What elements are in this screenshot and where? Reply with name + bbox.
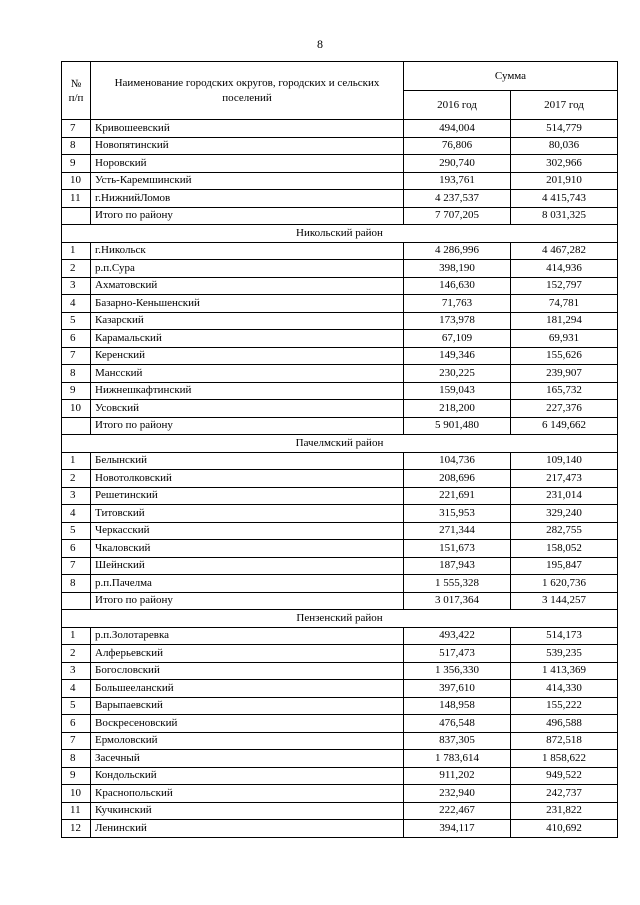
section-row — [62, 225, 618, 243]
row-number: 3 — [62, 662, 91, 680]
table-row — [62, 785, 618, 803]
settlement-name: Итого по району — [91, 207, 404, 225]
value-2017: 496,588 — [511, 715, 618, 733]
row-number: 6 — [62, 715, 91, 733]
table-row — [62, 330, 618, 348]
table-row — [62, 820, 618, 838]
value-2017: 155,222 — [511, 697, 618, 715]
settlement-name: Черкасский — [91, 522, 404, 540]
settlement-name: Титовский — [91, 505, 404, 523]
value-2016: 67,109 — [404, 330, 511, 348]
value-2017: 1 858,622 — [511, 750, 618, 768]
table-row — [62, 260, 618, 278]
table-row — [62, 505, 618, 523]
row-number: 10 — [62, 785, 91, 803]
value-2016: 76,806 — [404, 137, 511, 155]
value-2017: 155,626 — [511, 347, 618, 365]
table-row — [62, 540, 618, 558]
value-2016: 146,630 — [404, 277, 511, 295]
table-header-row — [62, 62, 618, 91]
row-number — [62, 417, 91, 435]
value-2017: 109,140 — [511, 452, 618, 470]
header-sum: Сумма — [404, 62, 618, 91]
row-number: 10 — [62, 400, 91, 418]
row-number: 5 — [62, 697, 91, 715]
row-number: 6 — [62, 330, 91, 348]
value-2016: 4 237,537 — [404, 190, 511, 208]
value-2017: 201,910 — [511, 172, 618, 190]
row-number: 8 — [62, 137, 91, 155]
value-2017: 6 149,662 — [511, 417, 618, 435]
value-2017: 1 620,736 — [511, 575, 618, 593]
value-2017: 329,240 — [511, 505, 618, 523]
value-2016: 1 356,330 — [404, 662, 511, 680]
value-2017: 3 144,257 — [511, 592, 618, 610]
settlement-name: р.п.Золотаревка — [91, 627, 404, 645]
settlement-name: Итого по району — [91, 592, 404, 610]
row-number: 11 — [62, 190, 91, 208]
table-row — [62, 400, 618, 418]
table-row — [62, 487, 618, 505]
value-2016: 394,117 — [404, 820, 511, 838]
value-2016: 3 017,364 — [404, 592, 511, 610]
value-2016: 221,691 — [404, 487, 511, 505]
value-2016: 911,202 — [404, 767, 511, 785]
settlement-name: Керенский — [91, 347, 404, 365]
settlement-name: Кондольский — [91, 767, 404, 785]
settlement-name: Ахматовский — [91, 277, 404, 295]
value-2016: 476,548 — [404, 715, 511, 733]
settlement-name: Богословский — [91, 662, 404, 680]
settlement-name: Засечный — [91, 750, 404, 768]
settlement-name: Новопятинский — [91, 137, 404, 155]
total-row — [62, 417, 618, 435]
value-2017: 74,781 — [511, 295, 618, 313]
value-2017: 414,936 — [511, 260, 618, 278]
value-2017: 8 031,325 — [511, 207, 618, 225]
table-body — [62, 120, 618, 838]
table-row — [62, 522, 618, 540]
value-2016: 232,940 — [404, 785, 511, 803]
row-number: 5 — [62, 312, 91, 330]
table-row — [62, 767, 618, 785]
value-2017: 239,907 — [511, 365, 618, 383]
value-2017: 410,692 — [511, 820, 618, 838]
value-2016: 149,346 — [404, 347, 511, 365]
row-number: 2 — [62, 470, 91, 488]
section-title: Пензенский район — [62, 610, 618, 628]
table-row — [62, 645, 618, 663]
settlement-name: Кривошеевский — [91, 120, 404, 138]
value-2017: 282,755 — [511, 522, 618, 540]
section-title: Пачелмский район — [62, 435, 618, 453]
settlement-name: Ермоловский — [91, 732, 404, 750]
settlement-name: Карамальский — [91, 330, 404, 348]
value-2016: 222,467 — [404, 802, 511, 820]
table-row — [62, 365, 618, 383]
header-name: Наименование городских округов, городских и сельских поселений — [91, 62, 404, 120]
value-2016: 1 783,614 — [404, 750, 511, 768]
table-row — [62, 557, 618, 575]
value-2016: 151,673 — [404, 540, 511, 558]
table-row — [62, 295, 618, 313]
table-row — [62, 242, 618, 260]
row-number: 6 — [62, 540, 91, 558]
value-2016: 315,953 — [404, 505, 511, 523]
table-row — [62, 715, 618, 733]
settlement-name: г.НижнийЛомов — [91, 190, 404, 208]
value-2017: 949,522 — [511, 767, 618, 785]
value-2016: 1 555,328 — [404, 575, 511, 593]
value-2017: 514,173 — [511, 627, 618, 645]
header-num-label-1: № — [70, 77, 82, 90]
section-row — [62, 610, 618, 628]
header-year-2016: 2016 год — [404, 91, 511, 120]
value-2016: 4 286,996 — [404, 242, 511, 260]
value-2016: 187,943 — [404, 557, 511, 575]
table-row — [62, 312, 618, 330]
table-row — [62, 802, 618, 820]
table-row — [62, 732, 618, 750]
row-number: 10 — [62, 172, 91, 190]
value-2017: 872,518 — [511, 732, 618, 750]
table-row — [62, 120, 618, 138]
value-2016: 5 901,480 — [404, 417, 511, 435]
row-number — [62, 592, 91, 610]
row-number: 7 — [62, 347, 91, 365]
section-row — [62, 435, 618, 453]
row-number: 5 — [62, 522, 91, 540]
settlement-name: р.п.Пачелма — [91, 575, 404, 593]
value-2016: 837,305 — [404, 732, 511, 750]
row-number: 8 — [62, 750, 91, 768]
row-number: 8 — [62, 365, 91, 383]
settlement-name: Решетинский — [91, 487, 404, 505]
settlement-name: Краснопольский — [91, 785, 404, 803]
row-number: 1 — [62, 627, 91, 645]
row-number: 12 — [62, 820, 91, 838]
row-number: 2 — [62, 645, 91, 663]
table-row — [62, 662, 618, 680]
section-title: Никольский район — [62, 225, 618, 243]
table-row — [62, 172, 618, 190]
total-row — [62, 592, 618, 610]
row-number: 3 — [62, 487, 91, 505]
settlement-name: Норовский — [91, 155, 404, 173]
value-2016: 397,610 — [404, 680, 511, 698]
settlement-name: Мансский — [91, 365, 404, 383]
value-2017: 152,797 — [511, 277, 618, 295]
budget-table — [61, 61, 618, 838]
page-number: 8 — [317, 37, 323, 51]
value-2017: 80,036 — [511, 137, 618, 155]
value-2016: 290,740 — [404, 155, 511, 173]
value-2017: 4 415,743 — [511, 190, 618, 208]
settlement-name: г.Никольск — [91, 242, 404, 260]
settlement-name: Ленинский — [91, 820, 404, 838]
value-2017: 231,014 — [511, 487, 618, 505]
row-number: 4 — [62, 295, 91, 313]
value-2016: 218,200 — [404, 400, 511, 418]
value-2017: 539,235 — [511, 645, 618, 663]
total-row — [62, 207, 618, 225]
table-row — [62, 680, 618, 698]
row-number: 1 — [62, 242, 91, 260]
settlement-name: Варыпаевский — [91, 697, 404, 715]
value-2016: 230,225 — [404, 365, 511, 383]
settlement-name: Нижнешкафтинский — [91, 382, 404, 400]
value-2016: 159,043 — [404, 382, 511, 400]
settlement-name: Воскресеновский — [91, 715, 404, 733]
row-number: 9 — [62, 382, 91, 400]
row-number: 7 — [62, 120, 91, 138]
table-row — [62, 470, 618, 488]
value-2016: 193,761 — [404, 172, 511, 190]
value-2016: 148,958 — [404, 697, 511, 715]
table-row — [62, 190, 618, 208]
settlement-name: Алферьевский — [91, 645, 404, 663]
table-row — [62, 137, 618, 155]
row-number: 9 — [62, 155, 91, 173]
value-2017: 4 467,282 — [511, 242, 618, 260]
value-2017: 414,330 — [511, 680, 618, 698]
value-2017: 227,376 — [511, 400, 618, 418]
value-2016: 7 707,205 — [404, 207, 511, 225]
settlement-name: Итого по району — [91, 417, 404, 435]
value-2017: 217,473 — [511, 470, 618, 488]
value-2017: 195,847 — [511, 557, 618, 575]
value-2017: 181,294 — [511, 312, 618, 330]
value-2016: 208,696 — [404, 470, 511, 488]
value-2016: 271,344 — [404, 522, 511, 540]
header-num-label-2: п/п — [68, 91, 84, 104]
table-row — [62, 750, 618, 768]
row-number: 1 — [62, 452, 91, 470]
header-year-2017: 2017 год — [511, 91, 618, 120]
settlement-name: Усть-Каремшинский — [91, 172, 404, 190]
table-row — [62, 155, 618, 173]
row-number: 9 — [62, 767, 91, 785]
value-2016: 493,422 — [404, 627, 511, 645]
row-number: 8 — [62, 575, 91, 593]
settlement-name: Новотолковский — [91, 470, 404, 488]
table-row — [62, 452, 618, 470]
row-number: 4 — [62, 505, 91, 523]
row-number: 3 — [62, 277, 91, 295]
value-2016: 173,978 — [404, 312, 511, 330]
value-2017: 1 413,369 — [511, 662, 618, 680]
settlement-name: Белынский — [91, 452, 404, 470]
table-row — [62, 277, 618, 295]
value-2017: 231,822 — [511, 802, 618, 820]
settlement-name: р.п.Сура — [91, 260, 404, 278]
table-row — [62, 697, 618, 715]
value-2017: 302,966 — [511, 155, 618, 173]
table-row — [62, 382, 618, 400]
settlement-name: Кучкинский — [91, 802, 404, 820]
row-number: 4 — [62, 680, 91, 698]
value-2016: 104,736 — [404, 452, 511, 470]
table-row — [62, 347, 618, 365]
value-2017: 158,052 — [511, 540, 618, 558]
value-2016: 398,190 — [404, 260, 511, 278]
value-2016: 71,763 — [404, 295, 511, 313]
settlement-name: Казарский — [91, 312, 404, 330]
value-2017: 514,779 — [511, 120, 618, 138]
value-2016: 517,473 — [404, 645, 511, 663]
row-number — [62, 207, 91, 225]
table-row — [62, 627, 618, 645]
value-2017: 242,737 — [511, 785, 618, 803]
settlement-name: Чкаловский — [91, 540, 404, 558]
value-2017: 165,732 — [511, 382, 618, 400]
settlement-name: Большееланский — [91, 680, 404, 698]
row-number: 7 — [62, 732, 91, 750]
value-2016: 494,004 — [404, 120, 511, 138]
table-row — [62, 575, 618, 593]
settlement-name: Базарно-Кеньшенский — [91, 295, 404, 313]
row-number: 11 — [62, 802, 91, 820]
settlement-name: Усовский — [91, 400, 404, 418]
row-number: 2 — [62, 260, 91, 278]
row-number: 7 — [62, 557, 91, 575]
value-2017: 69,931 — [511, 330, 618, 348]
settlement-name: Шейнский — [91, 557, 404, 575]
header-num — [62, 62, 91, 120]
